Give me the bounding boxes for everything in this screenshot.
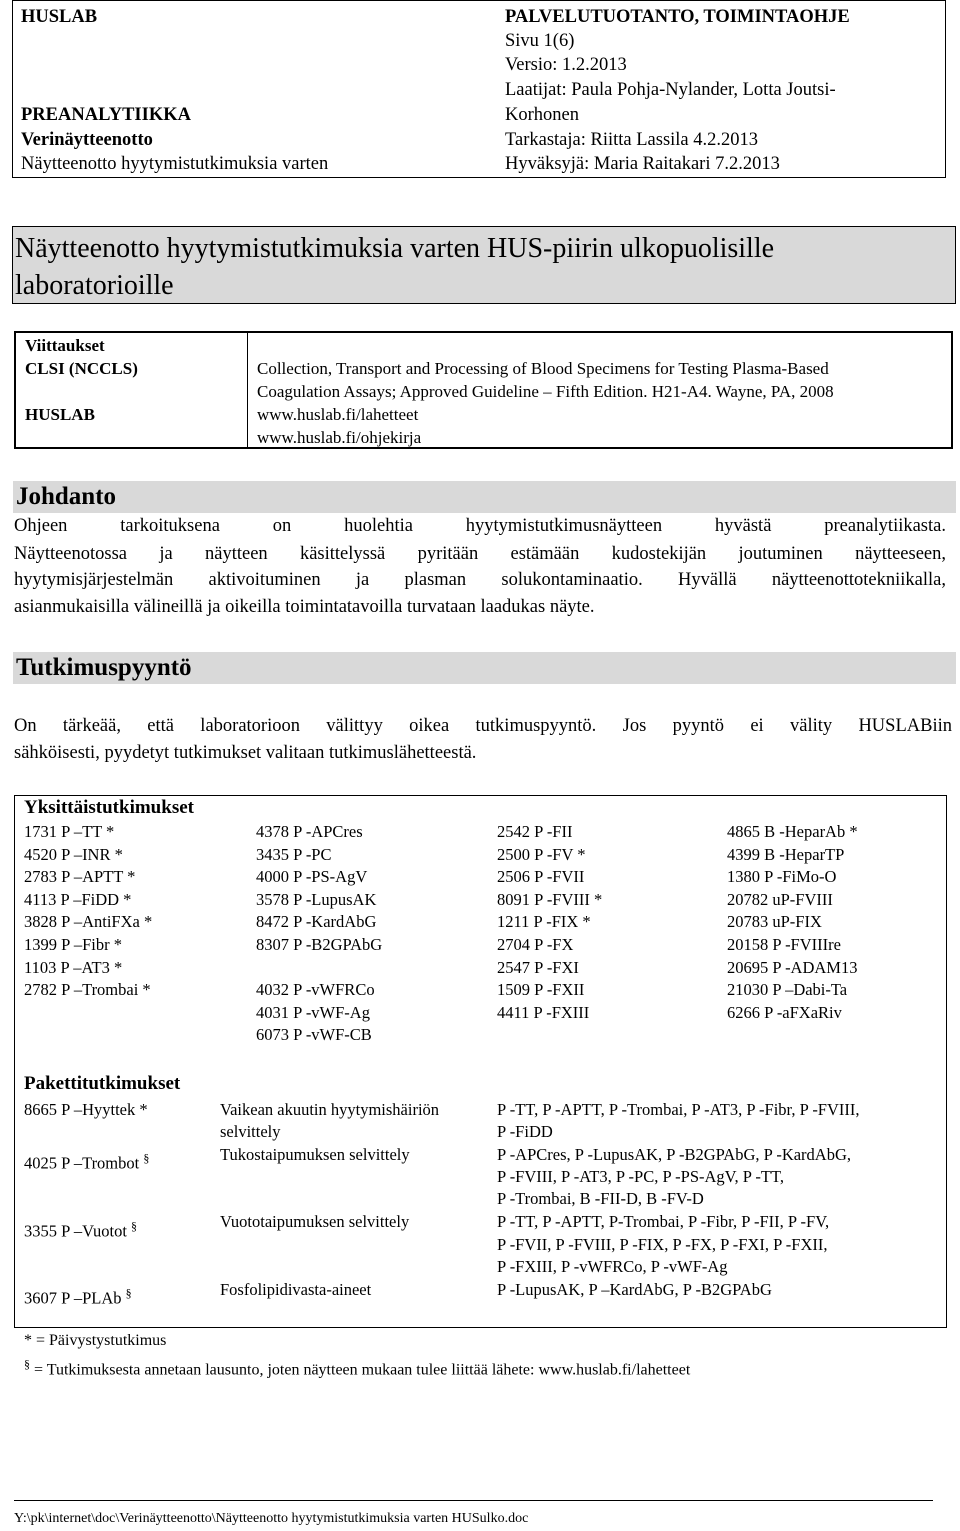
test-item: 8307 P -B2GPAbG (256, 935, 383, 954)
footnote-section (24, 1353, 690, 1381)
package-2-tests-2: P -FVIII, P -AT3, P -PC, P -PS-AgV, P -TT, (497, 1167, 784, 1186)
package-3-tests-1: P -TT, P -APTT, P-Trombai, P -Fibr, P -FII, P -FV, (497, 1212, 830, 1231)
authors-line-2: Korhonen (505, 105, 579, 125)
request-line-1: On tärkeää, että laboratorioon välittyy oikea tutkimuspyyntö. Jos pyyntö ei välity HUSLABiin (14, 716, 952, 736)
intro-line-3: hyytymisjärjestelmän aktivoituminen ja plasman solukontaminaatio. Hyvällä näytteenottotekniikalla, (14, 570, 946, 590)
package-2-tests-1: P -APCres, P -LupusAK, P -B2GPAbG, P -KardAbG, (497, 1145, 852, 1164)
test-item: 20782 uP-FVIII (727, 889, 833, 909)
package-2-code-text: 4025 P –Trombot (24, 1153, 140, 1173)
test-item: 2704 P -FX (497, 935, 574, 954)
column-divider (247, 333, 248, 447)
page-title (12, 226, 956, 304)
test-item: 1211 P -FIX * (497, 912, 591, 932)
test-item: 20783 uP-FIX (727, 912, 822, 932)
test-item: 8472 P -KardAbG (256, 912, 377, 932)
test-item: 3578 P -LupusAK (256, 889, 377, 909)
test-item: 20158 P -FVIIIre (727, 935, 841, 954)
package-1-tests-1: P -TT, P -APTT, P -Trombai, P -AT3, P -Fibr, P -FVIII, (497, 1100, 860, 1119)
approver: Hyväksyjä: Maria Raitakari 7.2.2013 (505, 154, 780, 174)
page-number: Sivu 1(6) (505, 31, 575, 51)
test-item: 4031 P -vWF-Ag (256, 1002, 370, 1022)
authors-line-1: Laatijat: Paula Pohja-Nylander, Lotta Joutsi- (505, 80, 836, 100)
test-item: 4032 P -vWFRCo (256, 980, 375, 1000)
link-ohjekirja[interactable]: www.huslab.fi/ohjekirja (257, 428, 422, 447)
package-3-tests-2: P -FVII, P -FVIII, P -FIX, P -FX, P -FXI, P -FXII, (497, 1235, 828, 1254)
intro-heading: Johdanto (16, 483, 117, 510)
test-item: 4399 B -HeparTP (727, 844, 845, 864)
package-3-desc: Vuototaipumuksen selvittely (220, 1212, 410, 1231)
test-item: 1399 P –Fibr * (24, 935, 122, 954)
intro-line-1: Ohjeen tarkoituksena on huolehtia hyytymistutkimusnäytteen hyvästä preanalytiikasta. (14, 516, 946, 536)
single-tests-heading: Yksittäistutkimukset (24, 797, 194, 818)
section-mark: § (131, 1219, 138, 1233)
request-heading: Tutkimuspyyntö (16, 654, 192, 681)
test-item: 2506 P -FVII (497, 867, 585, 887)
org-name: HUSLAB (21, 7, 98, 27)
test-item: 21030 P –Dabi-Ta (727, 980, 848, 1000)
test-item: 3828 P –AntiFXa * (24, 912, 153, 932)
package-2-tests-3: P -Trombai, B -FII-D, B -FV-D (497, 1189, 704, 1208)
test-item: 2782 P –Trombai * (24, 980, 151, 1000)
subsection-name: Verinäytteenotto (21, 130, 153, 150)
section-name: PREANALYTIIKKA (21, 105, 191, 125)
test-item: 2783 P –APTT * (24, 867, 136, 887)
test-item: 6073 P -vWF-CB (256, 1025, 372, 1045)
test-item: 1380 P -FiMo-O (727, 867, 837, 887)
package-2-code (24, 1147, 149, 1175)
test-item: 4411 P -FXIII (497, 1002, 590, 1022)
packages-heading: Pakettitutkimukset (24, 1073, 181, 1094)
package-3-code (24, 1215, 137, 1243)
references-table (14, 331, 953, 449)
package-3-tests-3: P -FXIII, P -vWFRCo, P -vWF-Ag (497, 1257, 728, 1276)
request-heading-bar (13, 652, 956, 684)
file-path: Y:\pk\internet\doc\Verinäytteenotto\Näytteenotto hyytymistutkimuksia varten HUSulko.doc (14, 1511, 529, 1526)
topic-name: Näytteenotto hyytymistutkimuksia varten (21, 154, 329, 174)
test-item: 4865 B -HeparAb * (727, 822, 858, 841)
footnote-star: * = Päivystystutkimus (24, 1332, 167, 1349)
package-4-tests-1: P -LupusAK, P –KardAbG, P -B2GPAbG (497, 1280, 772, 1299)
package-4-desc: Fosfolipidivasta-aineet (220, 1280, 372, 1299)
intro-line-4: asianmukaisilla välineillä ja oikeilla toimintatavoilla turvataan laadukas näyte. (14, 597, 595, 617)
test-item: 4113 P –FiDD * (24, 889, 132, 909)
reviewer: Tarkastaja: Riitta Lassila 4.2.2013 (505, 130, 759, 150)
test-item: 2542 P -FII (497, 822, 573, 841)
section-mark: § (125, 1286, 132, 1300)
footnote-section-text: = Tutkimuksesta annetaan lausunto, joten näytteen mukaan tulee liittää lähete: www.huslab.fi/lahetteet (34, 1361, 691, 1379)
request-line-2: sähköisesti, pyydetyt tutkimukset valitaan tutkimuslähetteestä. (14, 743, 477, 763)
title-line-1: Näytteenotto hyytymistutkimuksia varten HUS-piirin ulkopuolisille (15, 233, 775, 264)
references-heading: Viittaukset (25, 336, 105, 355)
package-1-desc-1: Vaikean akuutin hyytymishäiriön (220, 1100, 440, 1119)
section-mark: § (24, 1357, 30, 1371)
package-2-desc: Tukostaipumuksen selvittely (220, 1145, 410, 1164)
package-1-desc-2: selvittely (220, 1122, 281, 1141)
section-mark: § (143, 1151, 150, 1165)
test-item: 2547 P -FXI (497, 957, 579, 977)
reference-source-huslab: HUSLAB (25, 405, 95, 424)
test-item: 6266 P -aFXaRiv (727, 1002, 842, 1022)
doc-type: PALVELUTUOTANTO, TOIMINTAOHJE (505, 7, 850, 27)
test-item: 1509 P -FXII (497, 980, 585, 1000)
test-item: 2500 P -FV * (497, 844, 586, 864)
reference-text-line-1: Collection, Transport and Processing of Blood Specimens for Testing Plasma-Based (257, 359, 829, 378)
test-item: 1731 P –TT * (24, 822, 115, 841)
test-item: 4520 P –INR * (24, 844, 123, 864)
test-item: 20695 P -ADAM13 (727, 957, 858, 977)
test-item: 3435 P -PC (256, 844, 332, 864)
link-lahetteet[interactable]: www.huslab.fi/lahetteet (257, 405, 419, 424)
reference-text-line-2: Coagulation Assays; Approved Guideline – Fifth Edition. H21-A4. Wayne, PA, 2008 (257, 382, 834, 401)
package-4-code-text: 3607 P –PLAb (24, 1288, 122, 1308)
footer-rule (14, 1500, 933, 1501)
intro-heading-bar (13, 481, 956, 513)
package-1-tests-2: P -FiDD (497, 1122, 553, 1141)
document-header (12, 0, 946, 178)
test-item: 8091 P -FVIII * (497, 889, 603, 909)
package-4-code (24, 1282, 132, 1310)
title-line-2: laboratorioille (15, 270, 174, 301)
package-1-code: 8665 P –Hyyttek * (24, 1100, 148, 1119)
test-item: 4378 P -APCres (256, 822, 363, 841)
package-3-code-text: 3355 P –Vuotot (24, 1221, 127, 1241)
version: Versio: 1.2.2013 (505, 55, 627, 75)
intro-line-2: Näytteenotossa ja näytteen käsittelyssä pyritään estämään kudostekijän joutuminen näytteeseen, (14, 544, 946, 564)
test-item: 1103 P –AT3 * (24, 957, 123, 977)
test-item: 4000 P -PS-AgV (256, 867, 368, 887)
reference-source-clsi: CLSI (NCCLS) (25, 359, 138, 378)
